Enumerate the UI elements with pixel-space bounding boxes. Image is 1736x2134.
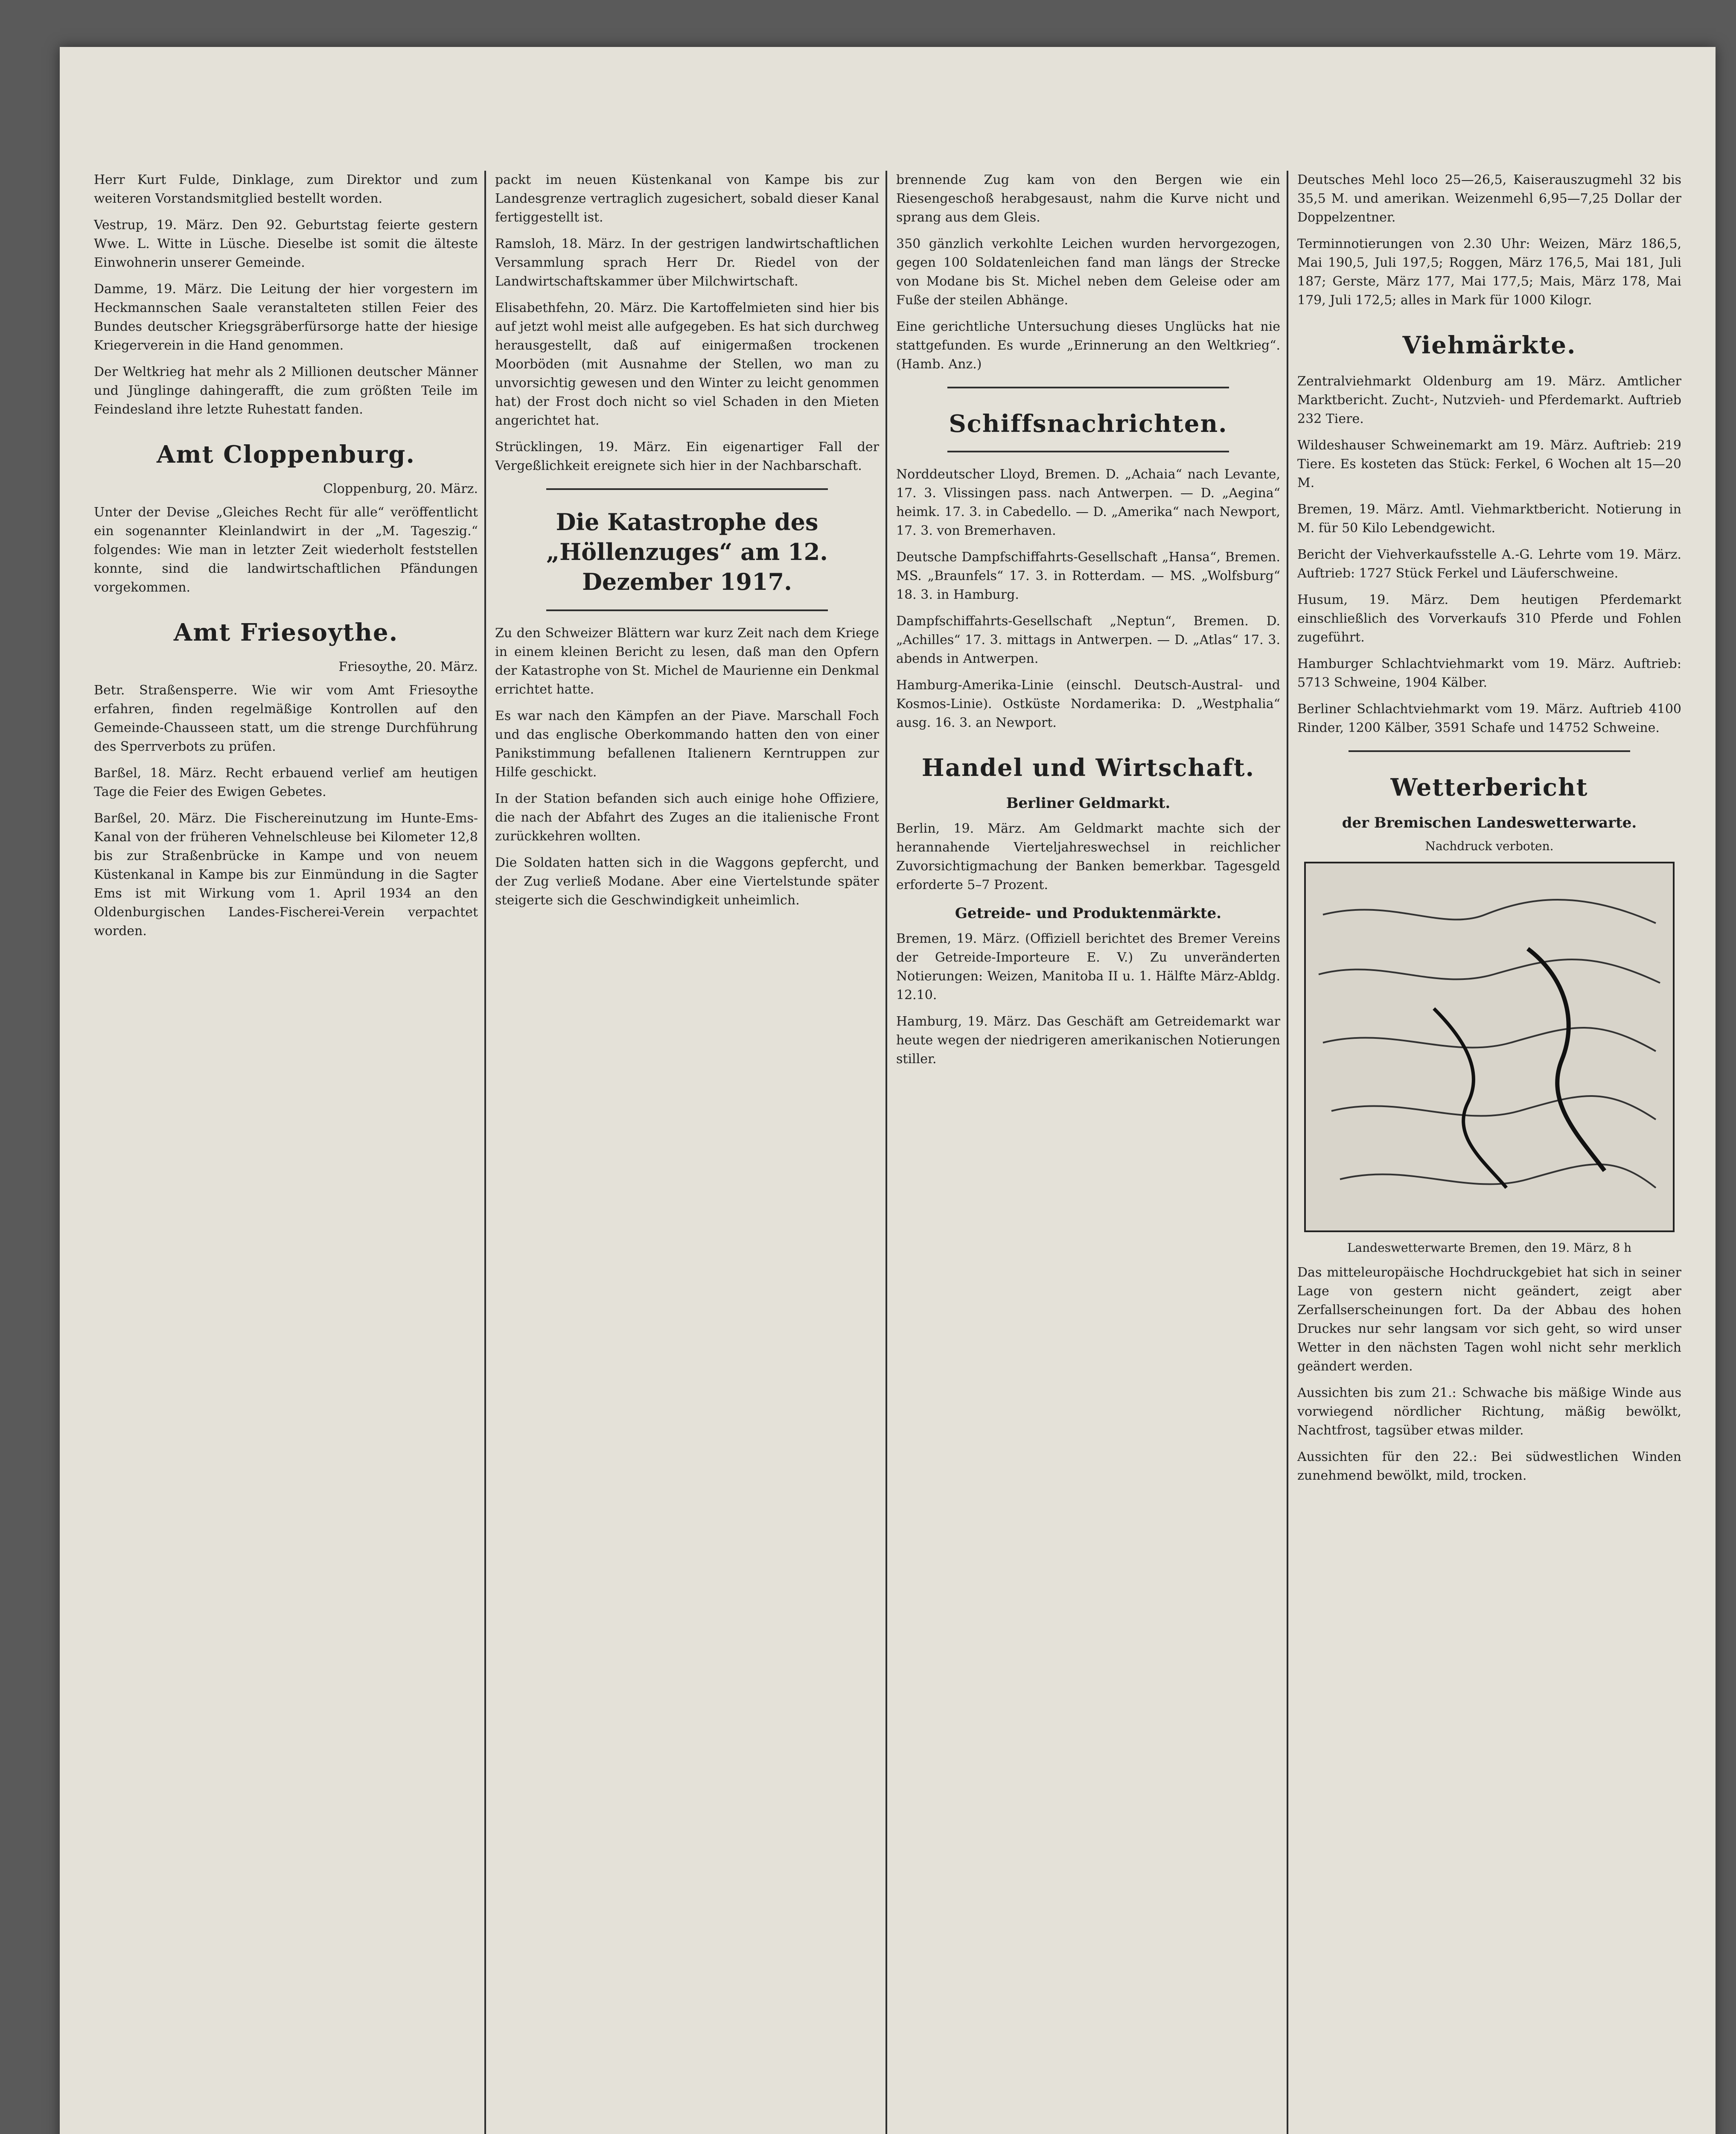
article-text: Ramsloh, 18. März. In der gestrigen landwirtschaftlichen Versammlung sprach Herr Dr. Riedel von der Landwirtschaftskammer über Milchwirtschaft. xyxy=(495,236,879,289)
article-text: 350 gänzlich verkohlte Leichen wurden hervorgezogen, gegen 100 Soldatenleichen fand man längs der Strecke von Modane bis St. Michel neben dem Geleise oder am Fuße der steilen Abhänge. xyxy=(896,236,1280,308)
section-heading-schiffsnachrichten: Schiffsnachrichten. xyxy=(949,410,1228,438)
article-text: Aussichten für den 22.: Bei südwestlichen Winden zunehmend bewölkt, mild, trocken. xyxy=(1297,1449,1681,1483)
newspaper-page xyxy=(60,47,1716,2134)
article-text: Wildeshauser Schweinemarkt am 19. März. Auftrieb: 219 Tiere. Es kosteten das Stück: Ferkel, 6 Wochen alt 15—20 M. xyxy=(1297,438,1681,490)
map-caption: Landeswetterwarte Bremen, den 19. März, 8 h xyxy=(1347,1241,1632,1255)
column-rule xyxy=(484,171,486,2134)
section-heading-cloppenburg: Amt Cloppenburg. xyxy=(157,440,415,469)
column-3 xyxy=(896,171,1280,1076)
divider xyxy=(947,387,1229,388)
article-text: Hamburger Schlachtviehmarkt vom 19. März. Auftrieb: 5713 Schweine, 1904 Kälber. xyxy=(1297,656,1681,690)
divider xyxy=(947,451,1229,452)
article-text: Barßel, 20. März. Die Fischereinutzung im Hunte-Ems-Kanal von der früheren Vehnelschleuse bei Kilometer 12,8 bis zur Straßenbrücke in Kampe und von neuem Küstenkanal in Kampe bis zur Einmündung in die Sagter Ems ist mit Wirkung vom 1. April 1934 an den Oldenburgischen Landes-Fischerei-Verein verpachtet worden. xyxy=(94,811,478,939)
article-text: Betr. Straßensperre. Wie wir vom Amt Friesoythe erfahren, finden regelmäßige Kontrollen auf den Gemeinde-Chausseen statt, um die strenge Durchführung des Sperrverbots zu prüfen. xyxy=(94,683,478,754)
article-text: Damme, 19. März. Die Leitung der hier vorgestern im Heckmannschen Saale veranstalteten stillen Feier des Bundes deutscher Kriegsgräberfürsorge hatte der hiesige Kriegerverein in die Hand genommen. xyxy=(94,282,478,353)
dateline: Friesoythe, 20. März. xyxy=(338,659,478,674)
article-text: brennende Zug kam von den Bergen wie ein Riesengeschoß herabgesaust, nahm die Kurve nicht und sprang aus dem Gleis. xyxy=(896,172,1280,225)
divider xyxy=(546,609,828,611)
article-text: Es war nach den Kämpfen an der Piave. Marschall Foch und das englische Oberkommando hatten den von einer Panikstimmung befallenen Italienern Kerntruppen zur Hilfe geschickt. xyxy=(495,708,879,780)
article-text: Barßel, 18. März. Recht erbauend verlief am heutigen Tage die Feier des Ewigen Gebetes. xyxy=(94,766,478,799)
article-text: Deutsche Dampfschiffahrts-Gesellschaft „Hansa“, Bremen. MS. „Braunfels“ 17. 3. in Rotterdam. — MS. „Wolfsburg“ 18. 3. in Hamburg. xyxy=(896,550,1280,602)
divider xyxy=(546,488,828,490)
article-headline-hoellenzug: Die Katastrophe des „Höllenzuges“ am 12. Dezember 1917. xyxy=(546,508,828,595)
sub-heading: Berliner Geldmarkt. xyxy=(1006,795,1171,812)
column-2 xyxy=(495,171,879,918)
article-text: Zentralviehmarkt Oldenburg am 19. März. Amtlicher Marktbericht. Zucht-, Nutzvieh- und Pferdemarkt. Auftrieb 232 Tiere. xyxy=(1297,374,1681,426)
copyright-note: Nachdruck verboten. xyxy=(1425,839,1554,853)
column-rule xyxy=(885,171,887,2134)
section-heading-handel: Handel und Wirtschaft. xyxy=(921,754,1255,782)
article-text: Strücklingen, 19. März. Ein eigenartiger Fall der Vergeßlichkeit ereignete sich hier in der Nachbarschaft. xyxy=(495,440,879,473)
article-text: Der Weltkrieg hat mehr als 2 Millionen deutscher Männer und Jünglinge dahingerafft, die zum größten Teile im Feindesland ihre letzte Ruhestatt fanden. xyxy=(94,364,478,417)
article-text: Bericht der Viehverkaufsstelle A.-G. Lehrte vom 19. März. Auftrieb: 1727 Stück Ferkel und Läuferschweine. xyxy=(1297,547,1681,581)
article-text: Berlin, 19. März. Am Geldmarkt machte sich der herannahende Vierteljahreswechsel in reichlicher Zuvorsichtigmachung der Banken bemerkbar. Tagesgeld erforderte 5–7 Prozent. xyxy=(896,821,1280,892)
article-text: Elisabethfehn, 20. März. Die Kartoffelmieten sind hier bis auf jetzt wohl meist alle aufgegeben. Es hat sich durchweg herausgestellt, daß auf einigermaßen trockenen Moorböden (mit Ausnahme der Stellen, wo man zu unvorsichtig gewesen und den Winter zu leicht genommen hat) der Frost doch nicht so viel Schaden in den Mieten angerichtet hat. xyxy=(495,300,879,428)
article-text: Die Soldaten hatten sich in die Waggons gepfercht, und der Zug verließ Modane. Aber eine Viertelstunde später steigerte sich die Geschwindigkeit unheimlich. xyxy=(495,855,879,908)
dateline: Cloppenburg, 20. März. xyxy=(323,481,478,496)
article-text: Aussichten bis zum 21.: Schwache bis mäßige Winde aus vorwiegend nördlicher Richtung, mäßig bewölkt, Nachtfrost, tagsüber etwas milder. xyxy=(1297,1385,1681,1438)
sub-heading: der Bremischen Landeswetterwarte. xyxy=(1342,814,1637,831)
column-rule xyxy=(1287,171,1288,2134)
section-heading-viehmaerkte: Viehmärkte. xyxy=(1402,331,1576,359)
article-text: Hamburg-Amerika-Linie (einschl. Deutsch-Austral- und Kosmos-Linie). Ostküste Nordamerika: D. „Westphalia“ ausg. 16. 3. an Newport. xyxy=(896,678,1280,730)
article-text: Norddeutscher Lloyd, Bremen. D. „Achaia“ nach Levante, 17. 3. Vlissingen pass. nach Antwerpen. — D. „Aegina“ heimk. 17. 3. in Cabedello. — D. „Amerika“ nach Newport, 17. 3. von Bremerhaven. xyxy=(896,467,1280,538)
article-text: Berliner Schlachtviehmarkt vom 19. März. Auftrieb 4100 Rinder, 1200 Kälber, 3591 Schafe und 14752 Schweine. xyxy=(1297,702,1681,735)
article-text: Dampfschiffahrts-Gesellschaft „Neptun“, Bremen. D. „Achilles“ 17. 3. mittags in Antwerpen. — D. „Atlas“ 17. 3. abends in Antwerpen. xyxy=(896,614,1280,666)
article-text: Bremen, 19. März. Amtl. Viehmarktbericht. Notierung in M. für 50 Kilo Lebendgewicht. xyxy=(1297,502,1681,536)
article-text: Terminnotierungen von 2.30 Uhr: Weizen, März 186,5, Mai 190,5, Juli 197,5; Roggen, März 176,5, Mai 181, Juli 187; Gerste, März 177, Mai 177,5; Mais, März 178, Mai 179, Juli 172,5; alles in Mark für 1000 Kilogr. xyxy=(1297,236,1681,308)
article-text: Deutsches Mehl loco 25—26,5, Kaiserauszugmehl 32 bis 35,5 M. und amerikan. Weizenmehl 6,95—7,25 Dollar der Doppelzentner. xyxy=(1297,172,1681,225)
divider xyxy=(1349,750,1630,752)
article-text: Hamburg, 19. März. Das Geschäft am Getreidemarkt war heute wegen der niedrigeren amerikanischen Notierungen stiller. xyxy=(896,1014,1280,1067)
article-text: packt im neuen Küstenkanal von Kampe bis zur Landesgrenze vertraglich zugesichert, sobald dieser Kanal fertiggestellt ist. xyxy=(495,172,879,225)
article-text: In der Station befanden sich auch einige hohe Offiziere, die nach der Abfahrt des Zuges an die italienische Front zurückkehren wollten. xyxy=(495,791,879,844)
article-text: Husum, 19. März. Dem heutigen Pferdemarkt einschließlich des Vorverkaufs 310 Pferde und Fohlen zugeführt. xyxy=(1297,592,1681,645)
section-heading-friesoythe: Amt Friesoythe. xyxy=(173,618,399,647)
sub-heading: Getreide- und Produktenmärkte. xyxy=(955,905,1222,922)
article-text: Bremen, 19. März. (Offiziell berichtet des Bremer Vereins der Getreide-Importeure E. V.) Zu unveränderten Notierungen: Weizen, Manitoba II u. 1. Hälfte März-Abldg. 12.10. xyxy=(896,931,1280,1003)
article-text: Herr Kurt Fulde, Dinklage, zum Direktor und zum weiteren Vorstandsmitglied bestellt worden. xyxy=(94,172,478,206)
article-text: Vestrup, 19. März. Den 92. Geburtstag feierte gestern Wwe. L. Witte in Lüsche. Dieselbe ist somit die älteste Einwohnerin unserer Gemeinde. xyxy=(94,218,478,270)
article-text: Zu den Schweizer Blättern war kurz Zeit nach dem Kriege in einem kleinen Bericht zu lesen, daß man den Opfern der Katastrophe von St. Michel de Maurienne ein Denkmal errichtet hatte. xyxy=(495,626,879,697)
column-1 xyxy=(94,171,478,948)
article-text: Unter der Devise „Gleiches Recht für alle“ veröffentlicht ein sogenannter Kleinlandwirt in der „M. Tageszig.“ folgendes: Wie man in letzter Zeit wiederholt feststellen konnte, sind die landwirtschaftlichen Pfändungen vorgekommen. xyxy=(94,505,478,595)
weather-map xyxy=(1304,862,1675,1232)
article-text: Das mitteleuropäische Hochdruckgebiet hat sich in seiner Lage von gestern nicht geändert, zeigt aber Zerfallserscheinungen fort. Da der Abbau des hohen Druckes nur sehr langsam vor sich geht, so wird unser Wetter in den nächsten Tagen wohl nicht sehr merklich geändert werden. xyxy=(1297,1265,1681,1374)
column-4 xyxy=(1297,171,1681,1493)
section-heading-wetterbericht: Wetterbericht xyxy=(1390,773,1588,802)
article-text: Eine gerichtliche Untersuchung dieses Unglücks hat nie stattgefunden. Es wurde „Erinnerung an den Weltkrieg“. (Hamb. Anz.) xyxy=(896,319,1280,372)
